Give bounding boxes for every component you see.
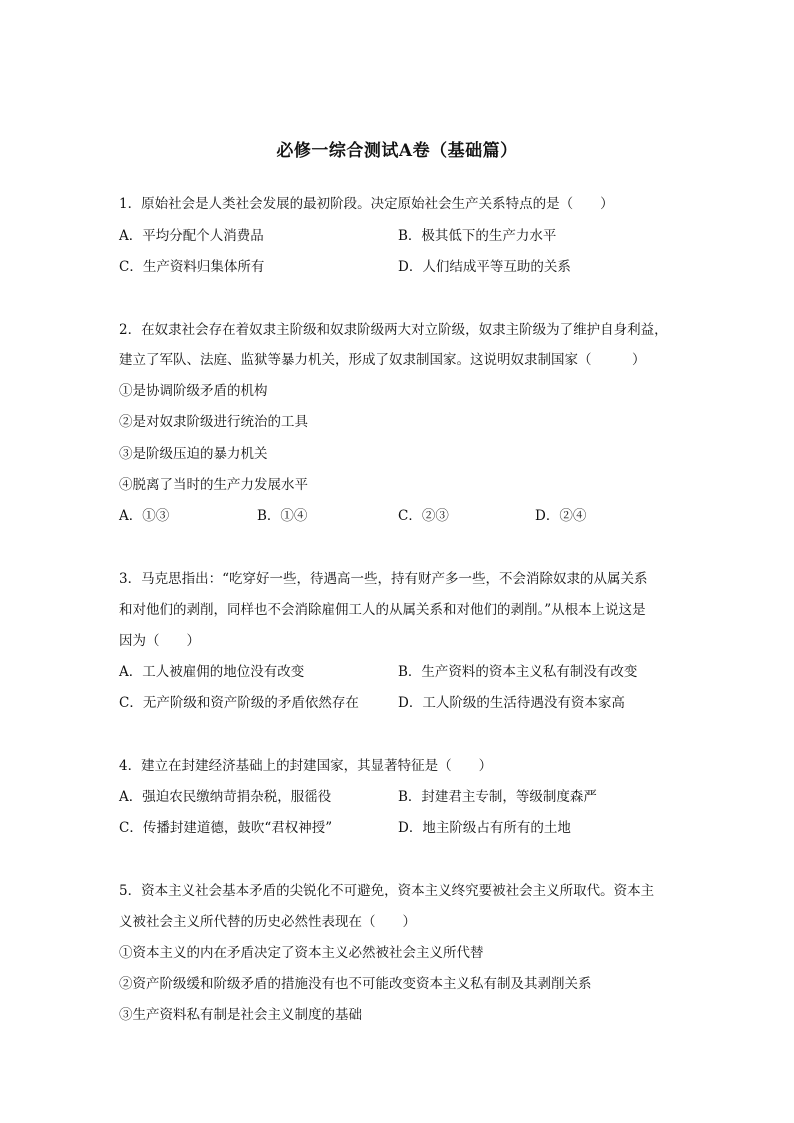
question-4-stem: 4．建立在封建经济基础上的封建国家，其显著特征是（ ）: [119, 758, 493, 774]
question-2-statement-2: ②是对奴隶阶级进行统治的工具: [119, 414, 308, 430]
question-5-stem-line-2: 义被社会主义所代替的历史必然性表现在（ ）: [119, 914, 416, 930]
question-2-option-c: C．②③: [398, 508, 449, 524]
question-2-statement-3: ③是阶级压迫的暴力机关: [119, 446, 268, 462]
question-5-statement-2: ②资产阶级缓和阶级矛盾的措施没有也不可能改变资本主义私有制及其剥削关系: [119, 976, 592, 992]
question-2-stem-line-2: 建立了军队、法庭、监狱等暴力机关，形成了奴隶制国家。这说明奴隶制国家（ ）: [119, 352, 646, 368]
question-4-option-c: C．传播封建道德，鼓吹“君权神授”: [119, 820, 333, 836]
question-3-stem-line-1: 3．马克思指出：“吃穿好一些，待遇高一些，持有财产多一些，不会消除奴隶的从属关系: [119, 571, 648, 587]
question-3-option-a: A．工人被雇佣的地位没有改变: [119, 664, 305, 680]
question-3-stem-line-3: 因为（ ）: [119, 633, 200, 649]
question-5-stem-line-1: 5．资本主义社会基本矛盾的尖锐化不可避免，资本主义终究要被社会主义所取代。资本主: [119, 883, 655, 899]
question-2-statement-4: ④脱离了当时的生产力发展水平: [119, 477, 308, 493]
page-title: 必修一综合测试A卷（基础篇）: [276, 141, 518, 161]
question-2-stem-line-1: 2．在奴隶社会存在着奴隶主阶级和奴隶阶级两大对立阶级，奴隶主阶级为了维护自身利益，: [119, 322, 668, 338]
question-3-option-d: D．工人阶级的生活待遇没有资本家高: [398, 695, 625, 711]
question-5-statement-1: ①资本主义的内在矛盾决定了资本主义必然被社会主义所代替: [119, 945, 484, 961]
question-1-option-b: B．极其低下的生产力水平: [398, 228, 557, 244]
question-1-option-a: A．平均分配个人消费品: [119, 228, 264, 244]
question-3-stem-line-2: 和对他们的剥削，同样也不会消除雇佣工人的从属关系和对他们的剥削。”从根本上说这是: [119, 602, 646, 618]
question-4-option-d: D．地主阶级占有所有的土地: [398, 820, 571, 836]
question-1-option-d: D．人们结成平等互助的关系: [398, 259, 571, 275]
question-2-option-b: B．①④: [257, 508, 308, 524]
question-2-option-a: A．①③: [119, 508, 170, 524]
question-2-statement-1: ①是协调阶级矛盾的机构: [119, 383, 268, 399]
question-1-stem: 1．原始社会是人类社会发展的最初阶段。决定原始社会生产关系特点的是（ ）: [119, 196, 614, 212]
question-4-option-b: B．封建君主专制，等级制度森严: [398, 789, 597, 805]
question-5-statement-3: ③生产资料私有制是社会主义制度的基础: [119, 1007, 362, 1023]
question-2-option-d: D．②④: [535, 508, 587, 524]
question-4-option-a: A．强迫农民缴纳苛捐杂税，服徭役: [119, 789, 332, 805]
question-1-option-c: C．生产资料归集体所有: [119, 259, 265, 275]
question-3-option-b: B．生产资料的资本主义私有制没有改变: [398, 664, 638, 680]
question-3-option-c: C．无产阶级和资产阶级的矛盾依然存在: [119, 695, 359, 711]
